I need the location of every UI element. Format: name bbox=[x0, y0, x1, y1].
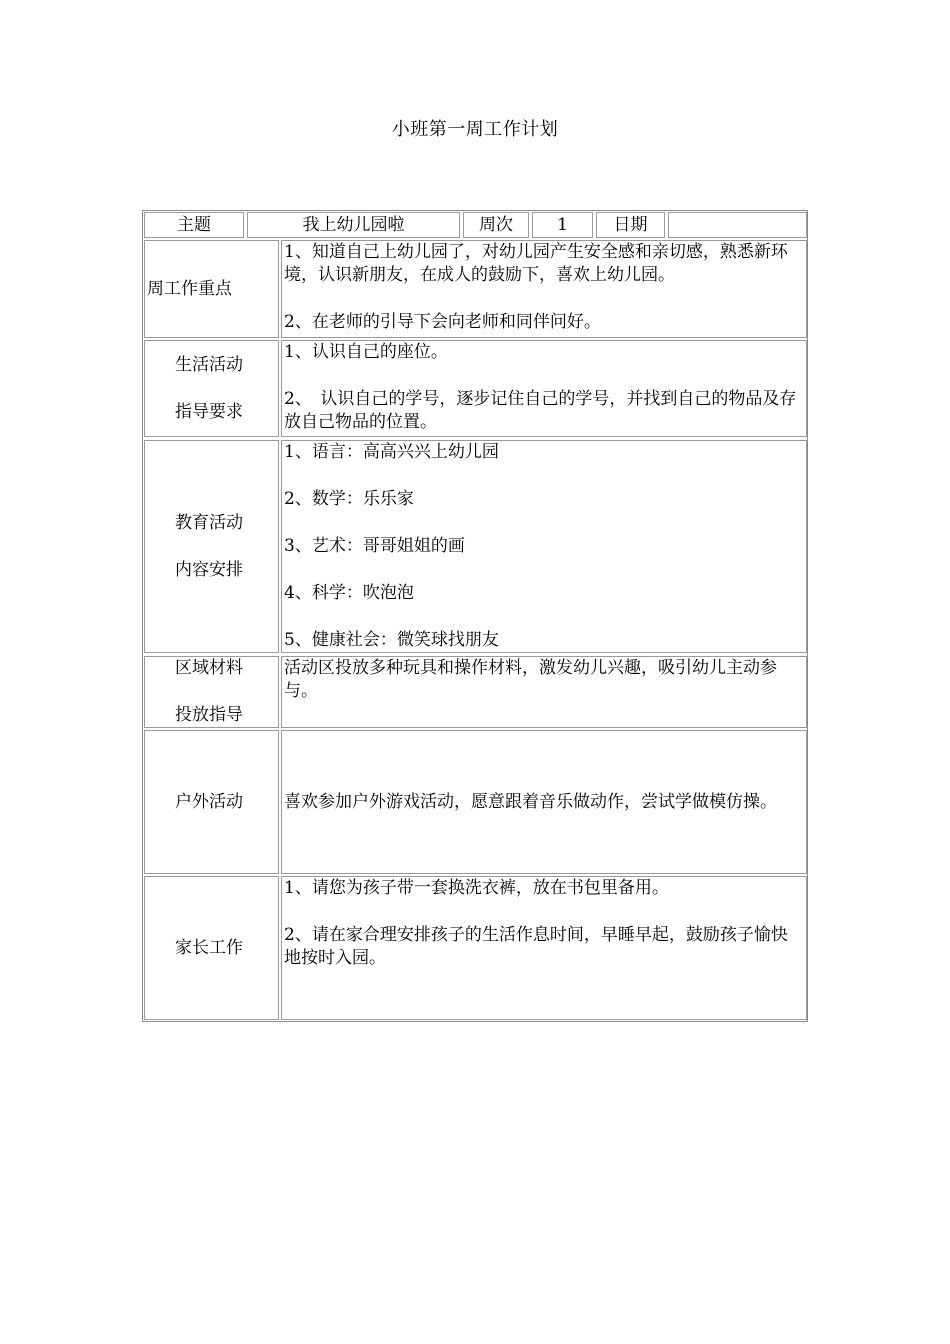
education-activity-label: 教育活动 内容安排 bbox=[144, 440, 279, 653]
date-value bbox=[668, 212, 807, 238]
outdoor-activity-item: 喜欢参加户外游戏活动，愿意跟着音乐做动作，尝试学做模仿操。 bbox=[284, 791, 777, 812]
theme-value: 我上幼儿园啦 bbox=[247, 212, 460, 238]
weekly-focus-label: 周工作重点 bbox=[144, 240, 279, 338]
parent-work-item: 2、请在家合理安排孩子的生活作息时间，早睡早起，鼓励孩子愉快地按时入园。 bbox=[284, 925, 788, 968]
education-activity-content bbox=[281, 440, 807, 653]
parent-work-content bbox=[281, 876, 807, 1020]
weekly-focus-item: 2、在老师的引导下会向老师和同伴问好。 bbox=[284, 312, 601, 332]
life-activity-item: 2、 认识自己的学号，逐步记住自己的学号，并找到自己的物品及存放自己物品的位置。 bbox=[284, 389, 797, 432]
work-plan-table bbox=[142, 210, 808, 1022]
page-title: 小班第一周工作计划 bbox=[391, 119, 559, 140]
weekly-focus-item: 1、知道自己上幼儿园了，对幼儿园产生安全感和亲切感，熟悉新环境，认识新朋友，在成人的鼓励下，喜欢上幼儿园。 bbox=[284, 242, 788, 285]
education-activity-item: 3、艺术：哥哥姐姐的画 bbox=[284, 536, 465, 556]
life-activity-content bbox=[281, 340, 807, 437]
outdoor-activity-label: 户外活动 bbox=[144, 730, 279, 874]
area-materials-label: 区域材料 投放指导 bbox=[144, 656, 279, 728]
life-activity-item: 1、认识自己的座位。 bbox=[284, 342, 448, 362]
life-activity-label: 生活活动 指导要求 bbox=[144, 340, 279, 437]
weekly-focus-content bbox=[281, 240, 807, 338]
parent-work-item: 1、请您为孩子带一套换洗衣裤，放在书包里备用。 bbox=[284, 878, 669, 898]
education-activity-item: 2、数学：乐乐家 bbox=[284, 489, 414, 509]
week-value: 1 bbox=[532, 212, 593, 238]
parent-work-label: 家长工作 bbox=[144, 876, 279, 1020]
week-label: 周次 bbox=[463, 212, 529, 238]
theme-label: 主题 bbox=[144, 212, 244, 238]
date-label: 日期 bbox=[596, 212, 665, 238]
area-materials-content bbox=[281, 656, 807, 728]
education-activity-item: 5、健康社会：微笑球找朋友 bbox=[284, 630, 499, 650]
education-activity-item: 4、科学：吹泡泡 bbox=[284, 583, 414, 603]
education-activity-item: 1、语言：高高兴兴上幼儿园 bbox=[284, 442, 499, 462]
outdoor-activity-content bbox=[281, 730, 807, 874]
area-materials-item: 活动区投放多种玩具和操作材料，激发幼儿兴趣，吸引幼儿主动参与。 bbox=[284, 658, 777, 701]
